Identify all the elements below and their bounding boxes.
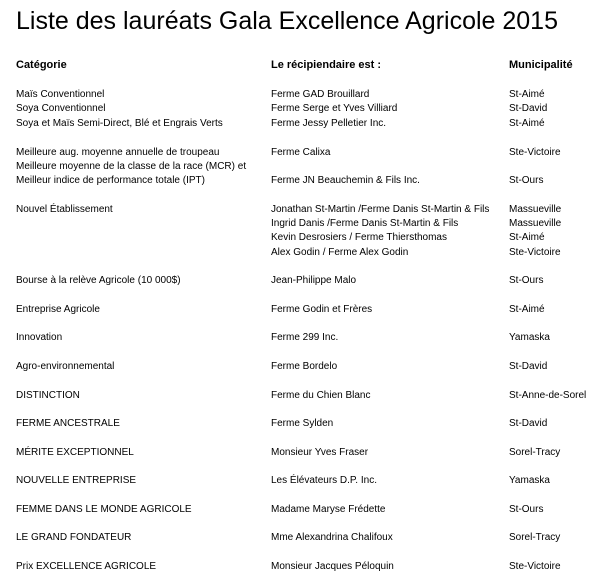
row-recipient: Les Élévateurs D.P. Inc. <box>271 475 377 486</box>
row-category: Soya Conventionnel <box>16 103 106 114</box>
row-recipient: Mme Alexandrina Chalifoux <box>271 532 393 543</box>
row-municipality: St-David <box>509 103 548 114</box>
row-municipality: St-Aimé <box>509 232 545 243</box>
row-category: FERME ANCESTRALE <box>16 418 120 429</box>
row-recipient: Ferme du Chien Blanc <box>271 390 371 401</box>
row-recipient: Madame Maryse Frédette <box>271 504 386 515</box>
row-recipient: Monsieur Jacques Péloquin <box>271 561 394 572</box>
row-municipality: Yamaska <box>509 332 550 343</box>
header-category: Catégorie <box>16 59 67 71</box>
row-category: Nouvel Établissement <box>16 204 113 215</box>
row-recipient: Kevin Desrosiers / Ferme Thiersthomas <box>271 232 447 243</box>
row-category: Innovation <box>16 332 63 343</box>
row-municipality: Sorel-Tracy <box>509 532 561 543</box>
row-recipient: Ingrid Danis /Ferme Danis St-Martin & Fils <box>271 218 459 229</box>
row-recipient: Ferme Serge et Yves Villiard <box>271 103 398 114</box>
row-category: Bourse à la relève Agricole (10 000$) <box>16 275 181 286</box>
header-recipient: Le récipiendaire est : <box>271 59 382 71</box>
row-municipality: Massueville <box>509 218 562 229</box>
page-title: Liste des lauréats Gala Excellence Agricole 2015 <box>16 7 558 35</box>
row-municipality: Massueville <box>509 204 562 215</box>
row-category: Agro-environnemental <box>16 361 115 372</box>
row-municipality: Yamaska <box>509 475 550 486</box>
row-municipality: Ste-Victoire <box>509 561 561 572</box>
row-recipient: Ferme Godin et Frères <box>271 304 373 315</box>
row-recipient: Ferme Calixa <box>271 147 331 158</box>
row-recipient: Ferme Sylden <box>271 418 334 429</box>
row-category: Meilleure aug. moyenne annuelle de troupeau <box>16 147 220 158</box>
row-municipality: Ste-Victoire <box>509 247 561 258</box>
row-recipient: Monsieur Yves Fraser <box>271 447 369 458</box>
row-recipient: Ferme GAD Brouillard <box>271 89 370 100</box>
row-category: Meilleur indice de performance totale (IPT) <box>16 175 205 186</box>
row-category: MÉRITE EXCEPTIONNEL <box>16 447 134 458</box>
row-category: Maïs Conventionnel <box>16 89 105 100</box>
row-category: FEMME DANS LE MONDE AGRICOLE <box>16 504 192 515</box>
row-municipality: St-Aimé <box>509 304 545 315</box>
row-category: NOUVELLE ENTREPRISE <box>16 475 137 486</box>
row-municipality: Ste-Victoire <box>509 147 561 158</box>
row-municipality: St-Aimé <box>509 89 545 100</box>
row-category: DISTINCTION <box>16 390 80 401</box>
row-category: Soya et Maïs Semi-Direct, Blé et Engrais Verts <box>16 118 223 129</box>
row-municipality: St-Ours <box>509 504 544 515</box>
row-category: Meilleure moyenne de la classe de la race (MCR) et <box>16 161 247 172</box>
row-recipient: Jonathan St-Martin /Ferme Danis St-Martin & Fils <box>271 204 490 215</box>
row-municipality: St-Aimé <box>509 118 545 129</box>
row-municipality: St-David <box>509 361 548 372</box>
row-municipality: St-Ours <box>509 275 544 286</box>
header-municipality: Municipalité <box>509 59 573 71</box>
row-recipient: Alex Godin / Ferme Alex Godin <box>271 247 409 258</box>
row-recipient: Ferme Bordelo <box>271 361 338 372</box>
row-municipality: Sorel-Tracy <box>509 447 561 458</box>
row-municipality: St-David <box>509 418 548 429</box>
row-category: Prix EXCELLENCE AGRICOLE <box>16 561 157 572</box>
row-municipality: St-Ours <box>509 175 544 186</box>
row-category: LE GRAND FONDATEUR <box>16 532 132 543</box>
row-recipient: Ferme Jessy Pelletier Inc. <box>271 118 387 129</box>
row-recipient: Ferme 299 Inc. <box>271 332 339 343</box>
row-municipality: St-Anne-de-Sorel <box>509 390 587 401</box>
row-category: Entreprise Agricole <box>16 304 100 315</box>
row-recipient: Jean-Philippe Malo <box>271 275 357 286</box>
row-recipient: Ferme JN Beauchemin & Fils Inc. <box>271 175 420 186</box>
